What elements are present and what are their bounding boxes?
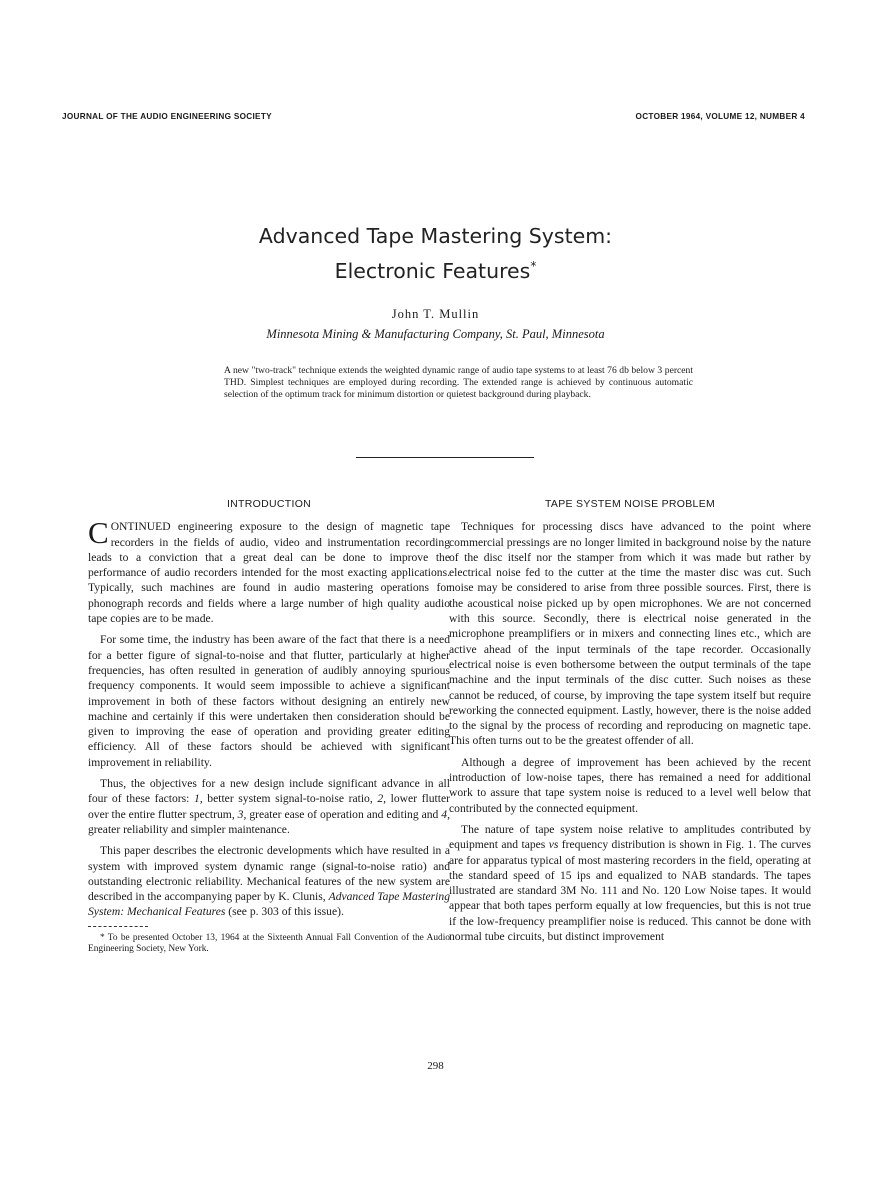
- paper-reference: Advanced Tape Mastering System: Mechanical Features: [88, 890, 450, 919]
- section-heading-introduction: INTRODUCTION: [226, 498, 312, 510]
- intro-paragraph-2: For some time, the industry has been aware of the fact that there is a need for a better figure of signal-to-noise and that flutter, particularly at higher frequencies, has often resulted in generation of audibly annoying spurious frequency components. It would seem impossible to achieve a significant improvement in both of these factors without designing an entirely new machine and certainly if this were undertaken then consideration should be given to improving the ease of operation and providing greater editing efficiency. All of these factors should be achieved with significant improvement in reliability.: [88, 633, 450, 769]
- intro-paragraph-3: Thus, the objectives for a new design include significant advance in all four of these factors: 1, better system signal-to-noise ratio, 2, lower flutter over the entire flutter spectrum, 3, greater ease of operation and editing and 4, greater reliability and simpler maintenance.: [88, 777, 450, 836]
- issue-info: OCTOBER 1964, VOLUME 12, NUMBER 4: [635, 112, 805, 121]
- noise-paragraph-2: Although a degree of improvement has been achieved by the recent introduction of low-noise tapes, there has remained a need for additional work to assure that tape system noise is reduced to a level well below that contributed by the connected equipment.: [449, 755, 811, 815]
- noise-paragraph-3: The nature of tape system noise relative to amplitudes contributed by equipment and tapes vs frequency distribution is shown in Fig. 1. The curves are for apparatus typical of most mastering recorders in the field, operating at the standard speed of 15 ips and equalized to NAB standards. The tapes illustrated are standard 3M No. 111 and No. 120 Low Noise tapes. It would appear that both tapes perform equally at low frequencies, but this is not true if the low-frequency preamplifier noise is reduced. This cannot be done with normal tube circuits, but distinct improvement: [449, 822, 811, 944]
- drop-cap: C: [88, 515, 109, 551]
- footnote: * To be presented October 13, 1964 at the Sixteenth Annual Fall Convention of the Audio Engineering Society, New York.: [88, 932, 450, 955]
- footnote-separator: [88, 926, 148, 927]
- title-line-1: Advanced Tape Mastering System:: [258, 224, 613, 248]
- title-footnote-mark: *: [530, 259, 537, 273]
- page-number: 298: [427, 1060, 444, 1072]
- right-column: [449, 497, 811, 950]
- section-divider: [356, 457, 534, 458]
- abstract: A new "two-track" technique extends the weighted dynamic range of audio tape systems to at least 76 db below 3 percent THD. Simplest techniques are employed during recording. The extended range is achieved by continuous automatic selection of the optimum track for minimum distortion or quietest background during playback.: [224, 365, 693, 401]
- section-heading-noise-problem: TAPE SYSTEM NOISE PROBLEM: [544, 498, 716, 510]
- intro-paragraph-4: This paper describes the electronic developments which have resulted in a system with improved system dynamic range (signal-to-noise ratio) and outstanding electronic reliability. Mechanical features of the new system are described in the accompanying paper by K. Clunis, Advanced Tape Mastering System: Mechanical Features (see p. 303 of this issue).: [88, 844, 450, 919]
- intro-paragraph-1: CONTINUED engineering exposure to the design of magnetic tape recorders in the fields of audio, video and instrumentation recording leads to a conviction that a great deal can be done to improve the performance of audio recorders intended for the most exacting applications. Typically, such machines are found in audio mastering operations for phonograph records and fields where a large number of high quality audio tape copies are to be made.: [88, 515, 450, 626]
- paper-title: [0, 221, 871, 286]
- journal-name: JOURNAL OF THE AUDIO ENGINEERING SOCIETY: [62, 112, 272, 121]
- author-affiliation: Minnesota Mining & Manufacturing Company, St. Paul, Minnesota: [266, 327, 605, 341]
- noise-paragraph-1: Techniques for processing discs have advanced to the point where commercial pressings are no longer limited in background noise by the nature of the disc itself nor the stamper from which it was made but rather by electrical noise fed to the cutter at the time the master disc was cut. Such noise may be considered to arise from three possible sources. First, there is the acoustical noise picked up by open microphones. We are not concerned with this source. Secondly, there is electrical noise generated in the microphone preamplifiers or in mixers and connecting lines etc., which are active ahead of the input terminals of the tape recorder. Occasionally electrical noise is even bothersome between the output terminals of the tape machine and the input terminals of the disc cutter. Such noises as these cannot be reduced, of course, by improving the tape system itself but require reworking the connected equipment. Lastly, however, there is the noise added to the signal by the process of recording and reproducing on magnetic tape. This often turns out to be the greatest offender of all.: [449, 520, 811, 748]
- left-column: [88, 497, 450, 962]
- title-line-2: Electronic Features*: [334, 258, 537, 283]
- author-name: John T. Mullin: [391, 307, 480, 321]
